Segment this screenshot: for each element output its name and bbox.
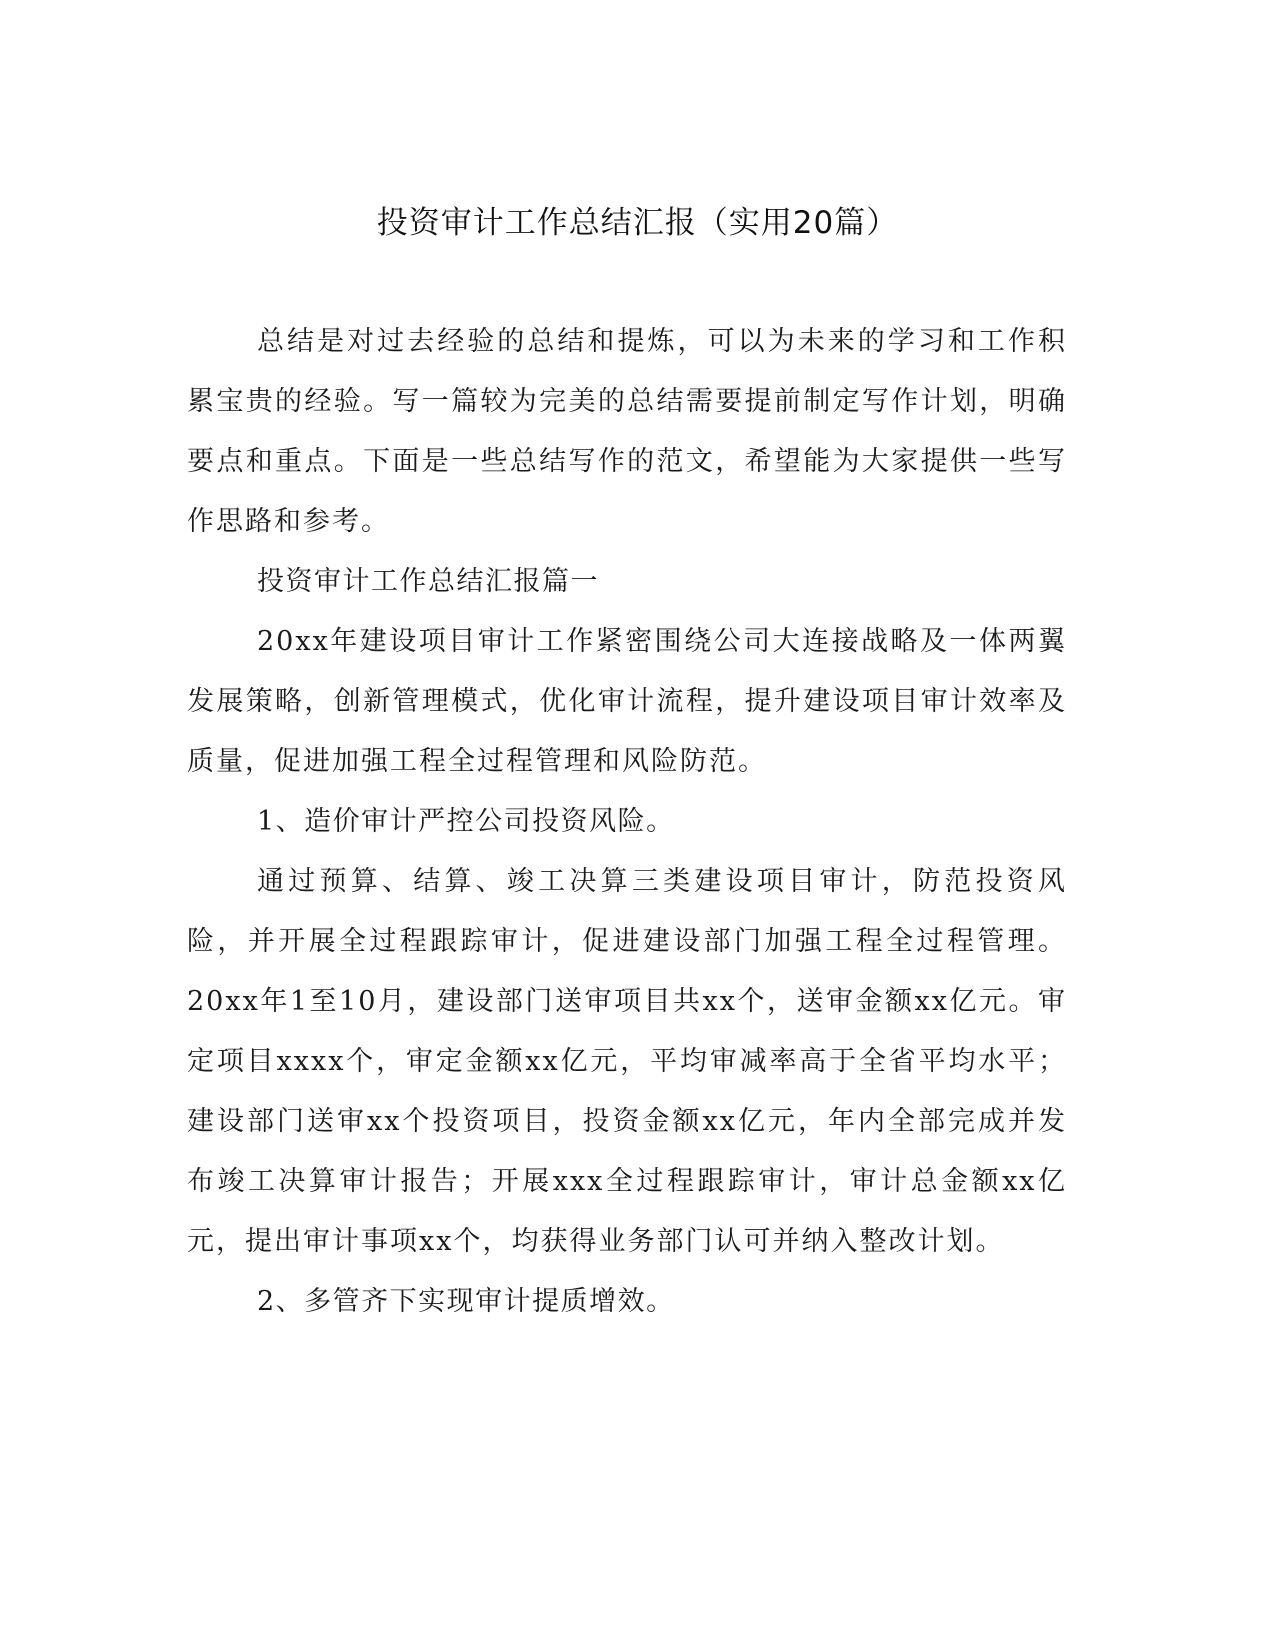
subheading-quality-efficiency: 2、多管齐下实现审计提质增效。 <box>257 1286 675 1317</box>
cost-audit-paragraph: 通过预算、结算、竣工决算三类建设项目审计，防范投资风险，并开展全过程跟踪审计，促进建设部门加强工程全过程管理。20xx年1至10月，建设部门送审项目共xx个，送审金额xx亿元。审定项目xxxx个，审定金额xx亿元，平均审减率高于全省平均水平；建设部门送审xx个投资项目，投资金额xx亿元，年内全部完成并发布竣工决算审计报告；开展xxx全过程跟踪审计，审计总金额xx亿元，提出审计事项xx个，均获得业务部门认可并纳入整改计划。 <box>187 866 1067 1257</box>
subheading-cost-audit: 1、造价审计严控公司投资风险。 <box>257 806 675 837</box>
section-heading-part-one: 投资审计工作总结汇报篇一 <box>257 566 599 597</box>
intro-paragraph: 总结是对过去经验的总结和提炼，可以为未来的学习和工作积累宝贵的经验。写一篇较为完美的总结需要提前制定写作计划，明确要点和重点。下面是一些总结写作的范文，希望能为大家提供一些写作思路和参考。 <box>187 326 1067 537</box>
document-title: 投资审计工作总结汇报（实用20篇） <box>376 205 899 241</box>
overview-paragraph: 20xx年建设项目审计工作紧密围绕公司大连接战略及一体两翼发展策略，创新管理模式，优化审计流程，提升建设项目审计效率及质量，促进加强工程全过程管理和风险防范。 <box>187 626 1067 777</box>
document-body <box>187 312 1067 1332</box>
